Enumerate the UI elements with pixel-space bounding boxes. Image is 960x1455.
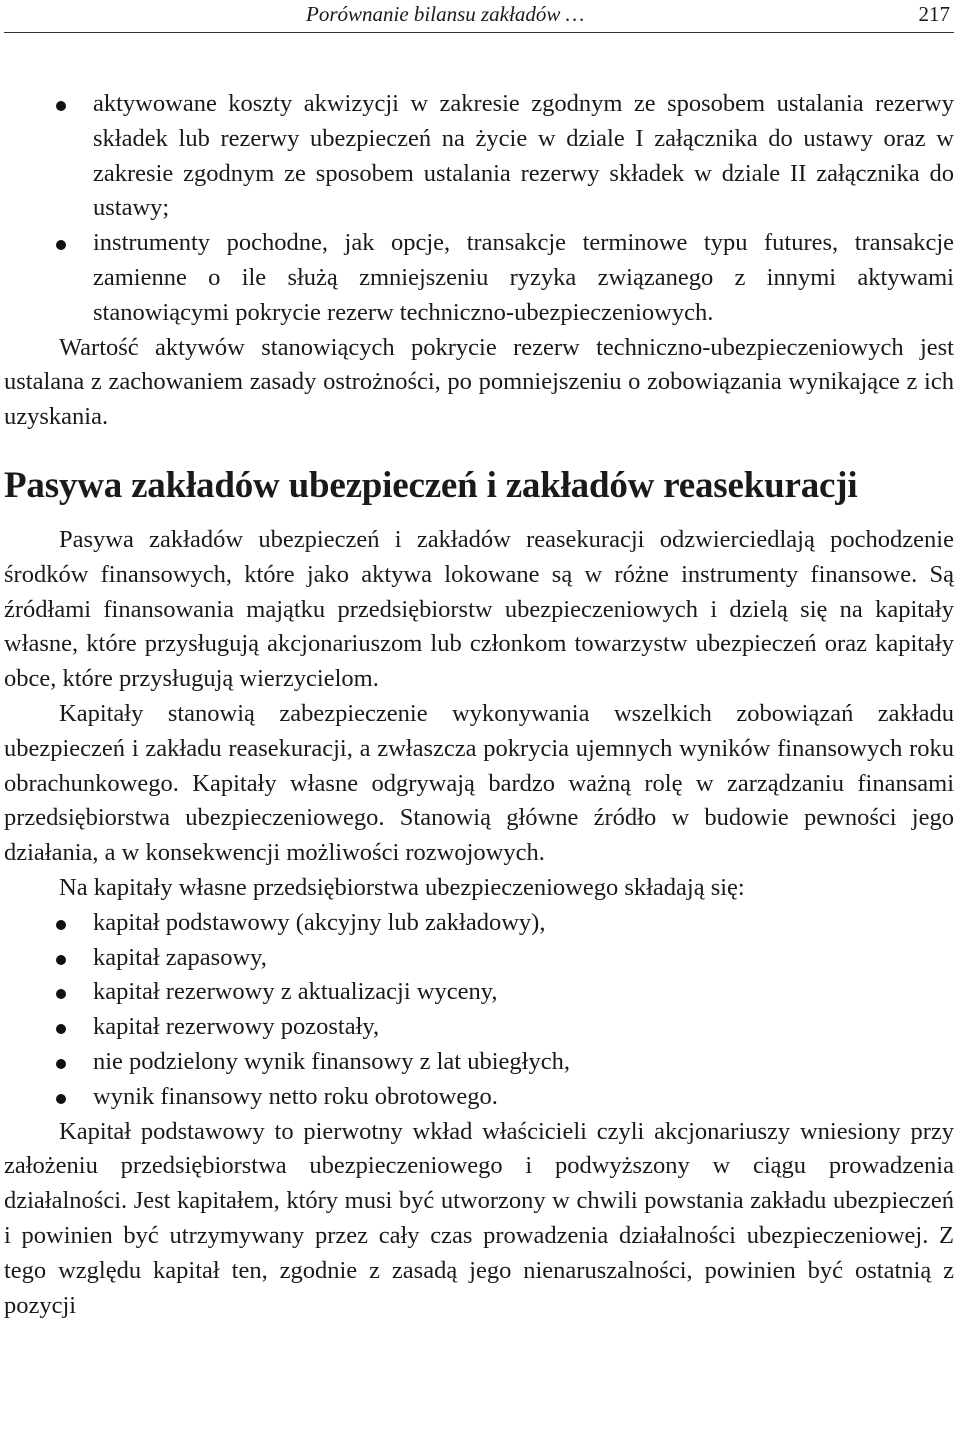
list-item-text: nie podzielony wynik finansowy z lat ubiegłych, xyxy=(93,1047,570,1075)
list-item xyxy=(4,975,954,1010)
list-item-text: kapitał podstawowy (akcyjny lub zakładowy), xyxy=(93,908,546,936)
running-title: Porównanie bilansu zakładów … xyxy=(306,2,585,26)
section-heading: Pasywa zakładów ubezpieczeń i zakładów reasekuracji xyxy=(4,464,858,506)
list-item xyxy=(4,87,954,226)
asset-list xyxy=(4,87,954,331)
paragraph-valuation: Wartość aktywów stanowiących pokrycie rezerw techniczno-ubezpieczeniowych jest ustalana z zachowaniem zasady ostrożności, po pomniejszeniu o zobowiązania wynikające z ich uzyskania. xyxy=(4,333,954,431)
page-body xyxy=(4,87,954,1323)
bullet-icon xyxy=(56,1024,66,1034)
paragraph-liabilities: Pasywa zakładów ubezpieczeń i zakładów reasekuracji odzwierciedlają pochodzenie środków finansowych, które jako aktywa lokowane są w różne instrumenty finansowe. Są źródłami finansowania majątku przedsiębiorstw ubezpieczeniowych i dzielą się na kapitały własne, które przysługują akcjonariuszom lub członkom towarzystw ubezpieczeń oraz kapitały obce, które przysługują wierzycielom. xyxy=(4,525,954,693)
list-item xyxy=(4,226,954,330)
list-item xyxy=(4,906,954,941)
list-item-text: wynik finansowy netto roku obrotowego. xyxy=(93,1082,498,1110)
list-item xyxy=(4,1010,954,1045)
bullet-icon xyxy=(56,1059,66,1069)
list-item-text: aktywowane koszty akwizycji w zakresie zgodnym ze sposobem ustalania rezerwy składek lub rezerwy ubezpieczeń na życie w dziale I załącznika do ustawy oraz w zakresie zgodnym ze sposobem ustalania rezerwy składek w dziale II załącznika do ustawy; xyxy=(93,90,954,222)
paragraph-equity-intro: Na kapitały własne przedsiębiorstwa ubezpieczeniowego składają się: xyxy=(59,873,745,901)
paragraph-share-capital: Kapitał podstawowy to pierwotny wkład właścicieli czyli akcjonariuszy wniesiony przy założeniu przedsiębiorstwa ubezpieczeniowego i podwyższony w ciągu prowadzenia działalności. Jest kapitałem, który musi być utworzony w chwili powstania zakładu ubezpieczeń i powinien być utrzymywany przez cały czas prowadzenia działalności ubezpieczeniowej. Z tego względu kapitał ten, zgodnie z zasadą jego nienaruszalności, powinien być ostatnią z pozycji xyxy=(4,1117,954,1319)
bullet-icon xyxy=(56,1094,66,1104)
paragraph-capital: Kapitały stanowią zabezpieczenie wykonywania wszelkich zobowiązań zakładu ubezpieczeń i zakładu reasekuracji, a zwłaszcza pokrycia ujemnych wyników finansowych roku obrachunkowego. Kapitały własne odgrywają bardzo ważną rolę w zarządzaniu finansami przedsiębiorstwa ubezpieczeniowego. Stanowią główne źródło w budowie pewności jego działania, a w konsekwencji możliwości rozwojowych. xyxy=(4,699,954,867)
list-item xyxy=(4,941,954,976)
running-header xyxy=(4,0,954,33)
list-item-text: instrumenty pochodne, jak opcje, transakcje terminowe typu futures, transakcje zamienne o ile służą zmniejszeniu ryzyka związanego z innymi aktywami stanowiącymi pokrycie rezerw techniczno-ubezpieczeniowych. xyxy=(93,229,954,326)
page-number: 217 xyxy=(918,2,950,26)
list-item xyxy=(4,1045,954,1080)
bullet-icon xyxy=(56,101,66,111)
bullet-icon xyxy=(56,989,66,999)
equity-list xyxy=(4,906,954,1115)
list-item-text: kapitał rezerwowy z aktualizacji wyceny, xyxy=(93,978,498,1006)
bullet-icon xyxy=(56,240,66,250)
list-item-text: kapitał rezerwowy pozostały, xyxy=(93,1013,380,1041)
list-item-text: kapitał zapasowy, xyxy=(93,943,267,971)
list-item xyxy=(4,1080,954,1115)
bullet-icon xyxy=(56,955,66,965)
bullet-icon xyxy=(56,920,66,930)
